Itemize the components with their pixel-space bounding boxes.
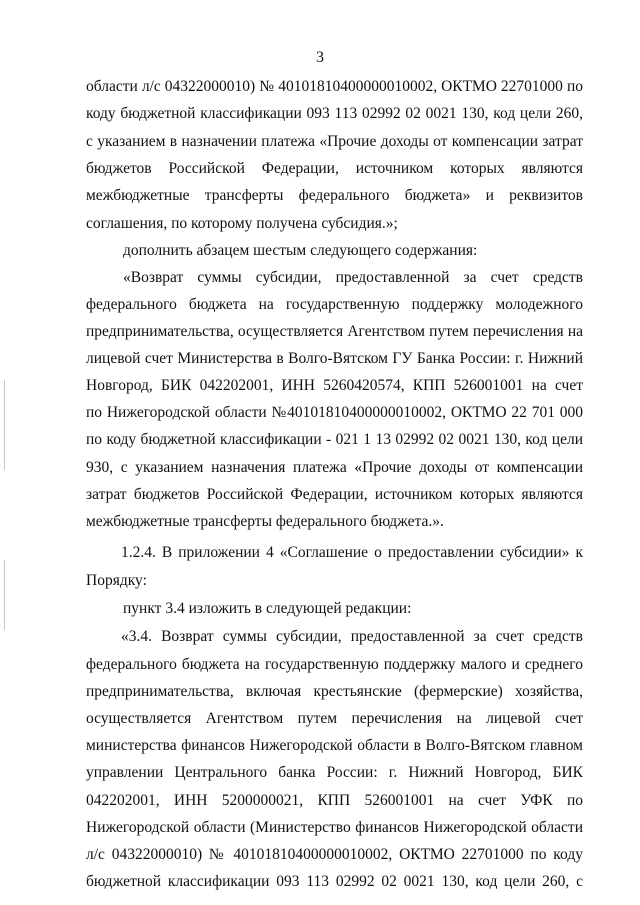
text-line: 930, с указанием назначения платежа «Прочие доходы от компенсации — [86, 459, 583, 476]
text-line: Нижегородской области (Министерство финансов Нижегородской области — [86, 819, 583, 836]
text-line: предпринимательства, включая крестьянские (фермерские) хозяйства, — [86, 683, 583, 700]
text-line: предпринимательства, осуществляется Агентством путем перечисления на — [86, 323, 583, 340]
text-line: федерального бюджета на государственную поддержку молодежного — [86, 296, 583, 313]
text-line: л/с 04322000010) № 40101810400000010002, ОКТМО 22701000 по коду — [86, 846, 583, 863]
scan-edge-mark — [4, 560, 5, 630]
scan-edge-mark — [4, 380, 5, 470]
text-line: соглашения, по которому получена субсидия.»; — [86, 215, 398, 232]
text-line: затрат бюджетов Российской Федерации, источником которых являются — [86, 486, 583, 503]
text-line: бюджетной классификации 093 113 02992 02 0021 130, код цели 260, с — [86, 873, 583, 890]
text-line: 042202001, ИНН 5200000021, КПП 526001001 на счет УФК по — [86, 792, 583, 809]
text-line: «Возврат суммы субсидии, предоставленной за счет средств — [123, 269, 583, 286]
text-line: Новгород, БИК 042202001, ИНН 5260420574, КПП 526001001 на счет — [86, 377, 583, 394]
text-line: коду бюджетной классификации 093 113 02992 02 0021 130, код цели 260, — [86, 105, 583, 122]
text-line: пункт 3.4 изложить в следующей редакции: — [123, 600, 412, 617]
text-line: осуществляется Агентством путем перечисления на лицевой счет — [86, 710, 583, 727]
text-line: федерального бюджета на государственную поддержку малого и среднего — [86, 656, 583, 673]
page-number: 3 — [316, 49, 324, 66]
text-line: по Нижегородской области №40101810400000010002, ОКТМО 22 701 000 — [86, 404, 583, 421]
text-line: межбюджетные трансферты федерального бюджета.». — [86, 513, 444, 530]
text-line: «3.4. Возврат суммы субсидии, предоставленной за счет средств — [121, 628, 583, 645]
text-line: 1.2.4. В приложении 4 «Соглашение о предоставлении субсидии» к — [121, 544, 583, 561]
text-line: лицевой счет Министерства в Волго-Вятском ГУ Банка России: г. Нижний — [86, 350, 583, 367]
text-line: бюджетов Российской Федерации, источником которых являются — [86, 160, 583, 177]
text-line: Порядку: — [86, 572, 147, 589]
text-line: области л/с 04322000010) № 40101810400000010002, ОКТМО 22701000 по — [86, 78, 583, 95]
text-line: управлении Центрального банка России: г. Нижний Новгород, БИК — [86, 764, 583, 781]
text-line: дополнить абзацем шестым следующего содержания: — [123, 242, 478, 259]
text-line: по коду бюджетной классификации - 021 1 13 02992 02 0021 130, код цели — [86, 431, 583, 448]
text-line: министерства финансов Нижегородской области в Волго-Вятском главном — [86, 737, 583, 754]
text-line: межбюджетные трансферты федерального бюджета» и реквизитов — [86, 187, 583, 204]
text-line: с указанием в назначении платежа «Прочие доходы от компенсации затрат — [86, 133, 583, 150]
